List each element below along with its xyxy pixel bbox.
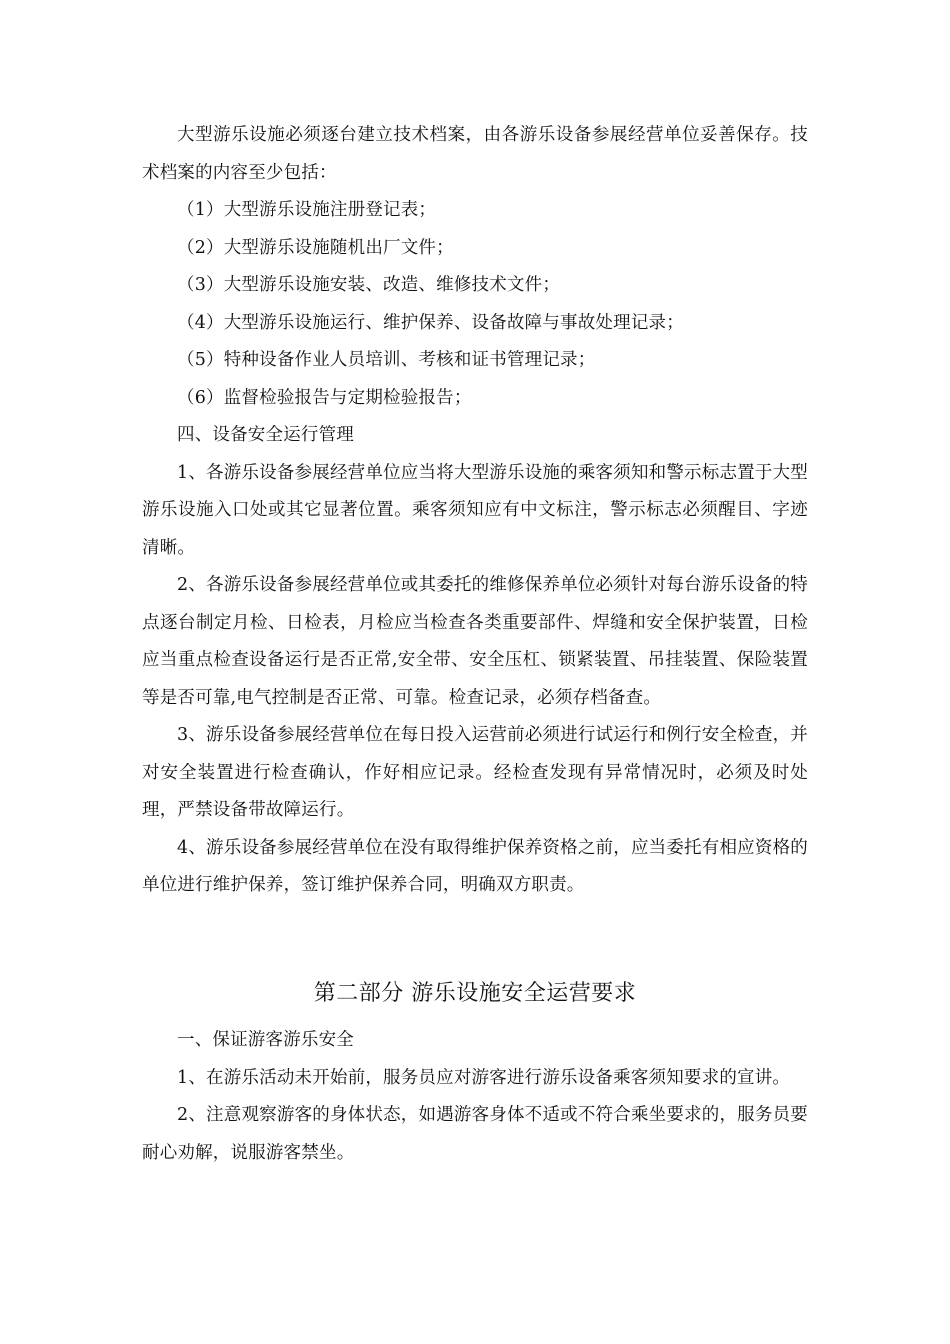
list-item: （2）大型游乐设施随机出厂文件； bbox=[177, 237, 454, 258]
list-item: （4）大型游乐设施运行、维护保养、设备故障与事故处理记录； bbox=[177, 312, 684, 333]
body-paragraph: 2、各游乐设备参展经营单位或其委托的维修保养单位必须针对每台游乐设备的特点逐台制定月检、日检表，月检应当检查各类重要部件、焊缝和安全保护装置，日检应当重点检查设备运行是否正常,安全带、安全压杠、锁紧装置、吊挂装置、保险装置等是否可靠,电气控制是否正常、可靠。检查记录，必须存档备查。 bbox=[142, 575, 808, 708]
body-paragraph: 2、注意观察游客的身体状态，如遇游客身体不适或不符合乘坐要求的，服务员要耐心劝解，说服游客禁坐。 bbox=[142, 1105, 808, 1163]
section-one bbox=[142, 117, 808, 905]
body-paragraph: 1、在游乐活动未开始前，服务员应对游客进行游乐设备乘客须知要求的宣讲。 bbox=[177, 1067, 791, 1088]
part-two-section bbox=[142, 1022, 808, 1172]
list-item: （3）大型游乐设施安装、改造、维修技术文件； bbox=[177, 275, 561, 295]
section-subheading: 一、保证游客游乐安全 bbox=[177, 1030, 354, 1050]
body-paragraph: 4、游乐设备参展经营单位在没有取得维护保养资格之前，应当委托有相应资格的单位进行维护保养，签订维护保养合同，明确双方职责。 bbox=[142, 837, 808, 895]
part-two-title: 第二部分 游乐设施安全运营要求 bbox=[313, 981, 637, 1006]
body-paragraph: 1、各游乐设备参展经营单位应当将大型游乐设施的乘客须知和警示标志置于大型游乐设施入口处或其它显著位置。乘客须知应有中文标注，警示标志必须醒目、字迹清晰。 bbox=[142, 462, 808, 558]
list-item: （1）大型游乐设施注册登记表； bbox=[177, 200, 437, 220]
intro-paragraph: 大型游乐设施必须逐台建立技术档案，由各游乐设备参展经营单位妥善保存。技术档案的内容至少包括： bbox=[142, 125, 808, 183]
list-item: （5）特种设备作业人员培训、考核和证书管理记录； bbox=[177, 350, 596, 370]
list-item: （6）监督检验报告与定期检验报告； bbox=[177, 387, 472, 408]
body-paragraph: 3、游乐设备参展经营单位在每日投入运营前必须进行试运行和例行安全检查，并对安全装置进行检查确认，作好相应记录。经检查发现有异常情况时，必须及时处理，严禁设备带故障运行。 bbox=[142, 725, 808, 820]
section-subheading: 四、设备安全运行管理 bbox=[177, 425, 354, 445]
